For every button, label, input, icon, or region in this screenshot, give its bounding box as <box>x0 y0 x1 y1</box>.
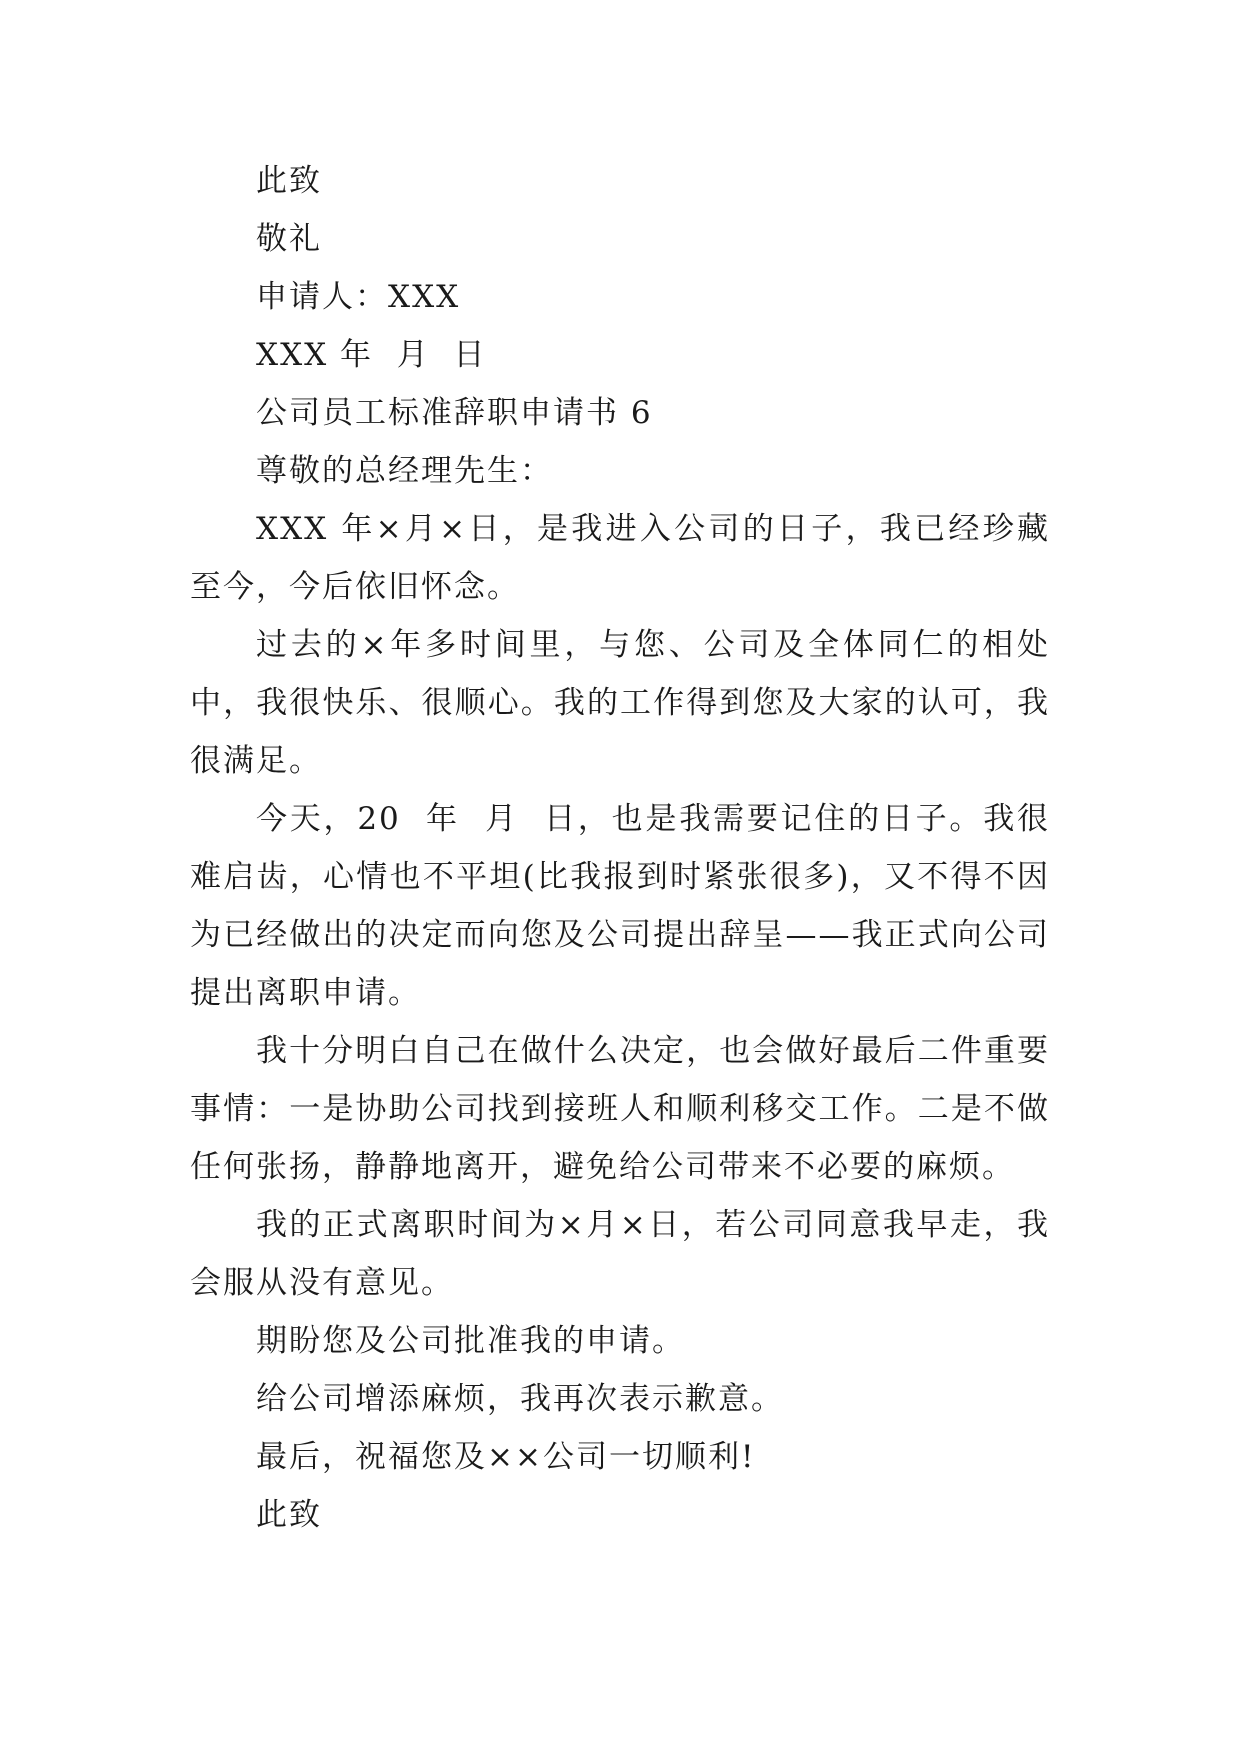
salutation-cizhi: 此致 <box>256 163 322 199</box>
paragraph: 今天，20 年 月 日，也是我需要记住的日子。我很难启齿，心情也不平坦(比我报到时紧张很多)，又不得不因为已经做出的决定而向您及公司提出辞呈——我正式向公司提出离职申请。 <box>190 801 1050 1011</box>
salutation-jingli: 敬礼 <box>256 221 322 257</box>
closing-line: 最后，祝福您及××公司一切顺利! <box>256 1439 756 1475</box>
document-body <box>190 152 1050 1544</box>
closing-line: 给公司增添麻烦，我再次表示歉意。 <box>256 1381 784 1417</box>
closing-line: 期盼您及公司批准我的申请。 <box>256 1323 685 1359</box>
paragraph: XXX 年×月×日，是我进入公司的日子，我已经珍藏至今，今后依旧怀念。 <box>190 511 1050 605</box>
paragraph: 我十分明白自己在做什么决定，也会做好最后二件重要事情：一是协助公司找到接班人和顺利移交工作。二是不做任何张扬，静静地离开，避免给公司带来不必要的麻烦。 <box>190 1033 1050 1185</box>
applicant-line: 申请人：XXX <box>256 279 461 315</box>
paragraph: 过去的×年多时间里，与您、公司及全体同仁的相处中，我很快乐、很顺心。我的工作得到您及大家的认可，我很满足。 <box>190 627 1050 779</box>
paragraph: 我的正式离职时间为×月×日，若公司同意我早走，我会服从没有意见。 <box>190 1207 1050 1301</box>
document-title: 公司员工标准辞职申请书 6 <box>256 395 653 431</box>
date-line: XXX 年 月 日 <box>256 337 487 373</box>
closing-salutation: 此致 <box>256 1497 322 1533</box>
greeting-line: 尊敬的总经理先生： <box>256 453 553 489</box>
